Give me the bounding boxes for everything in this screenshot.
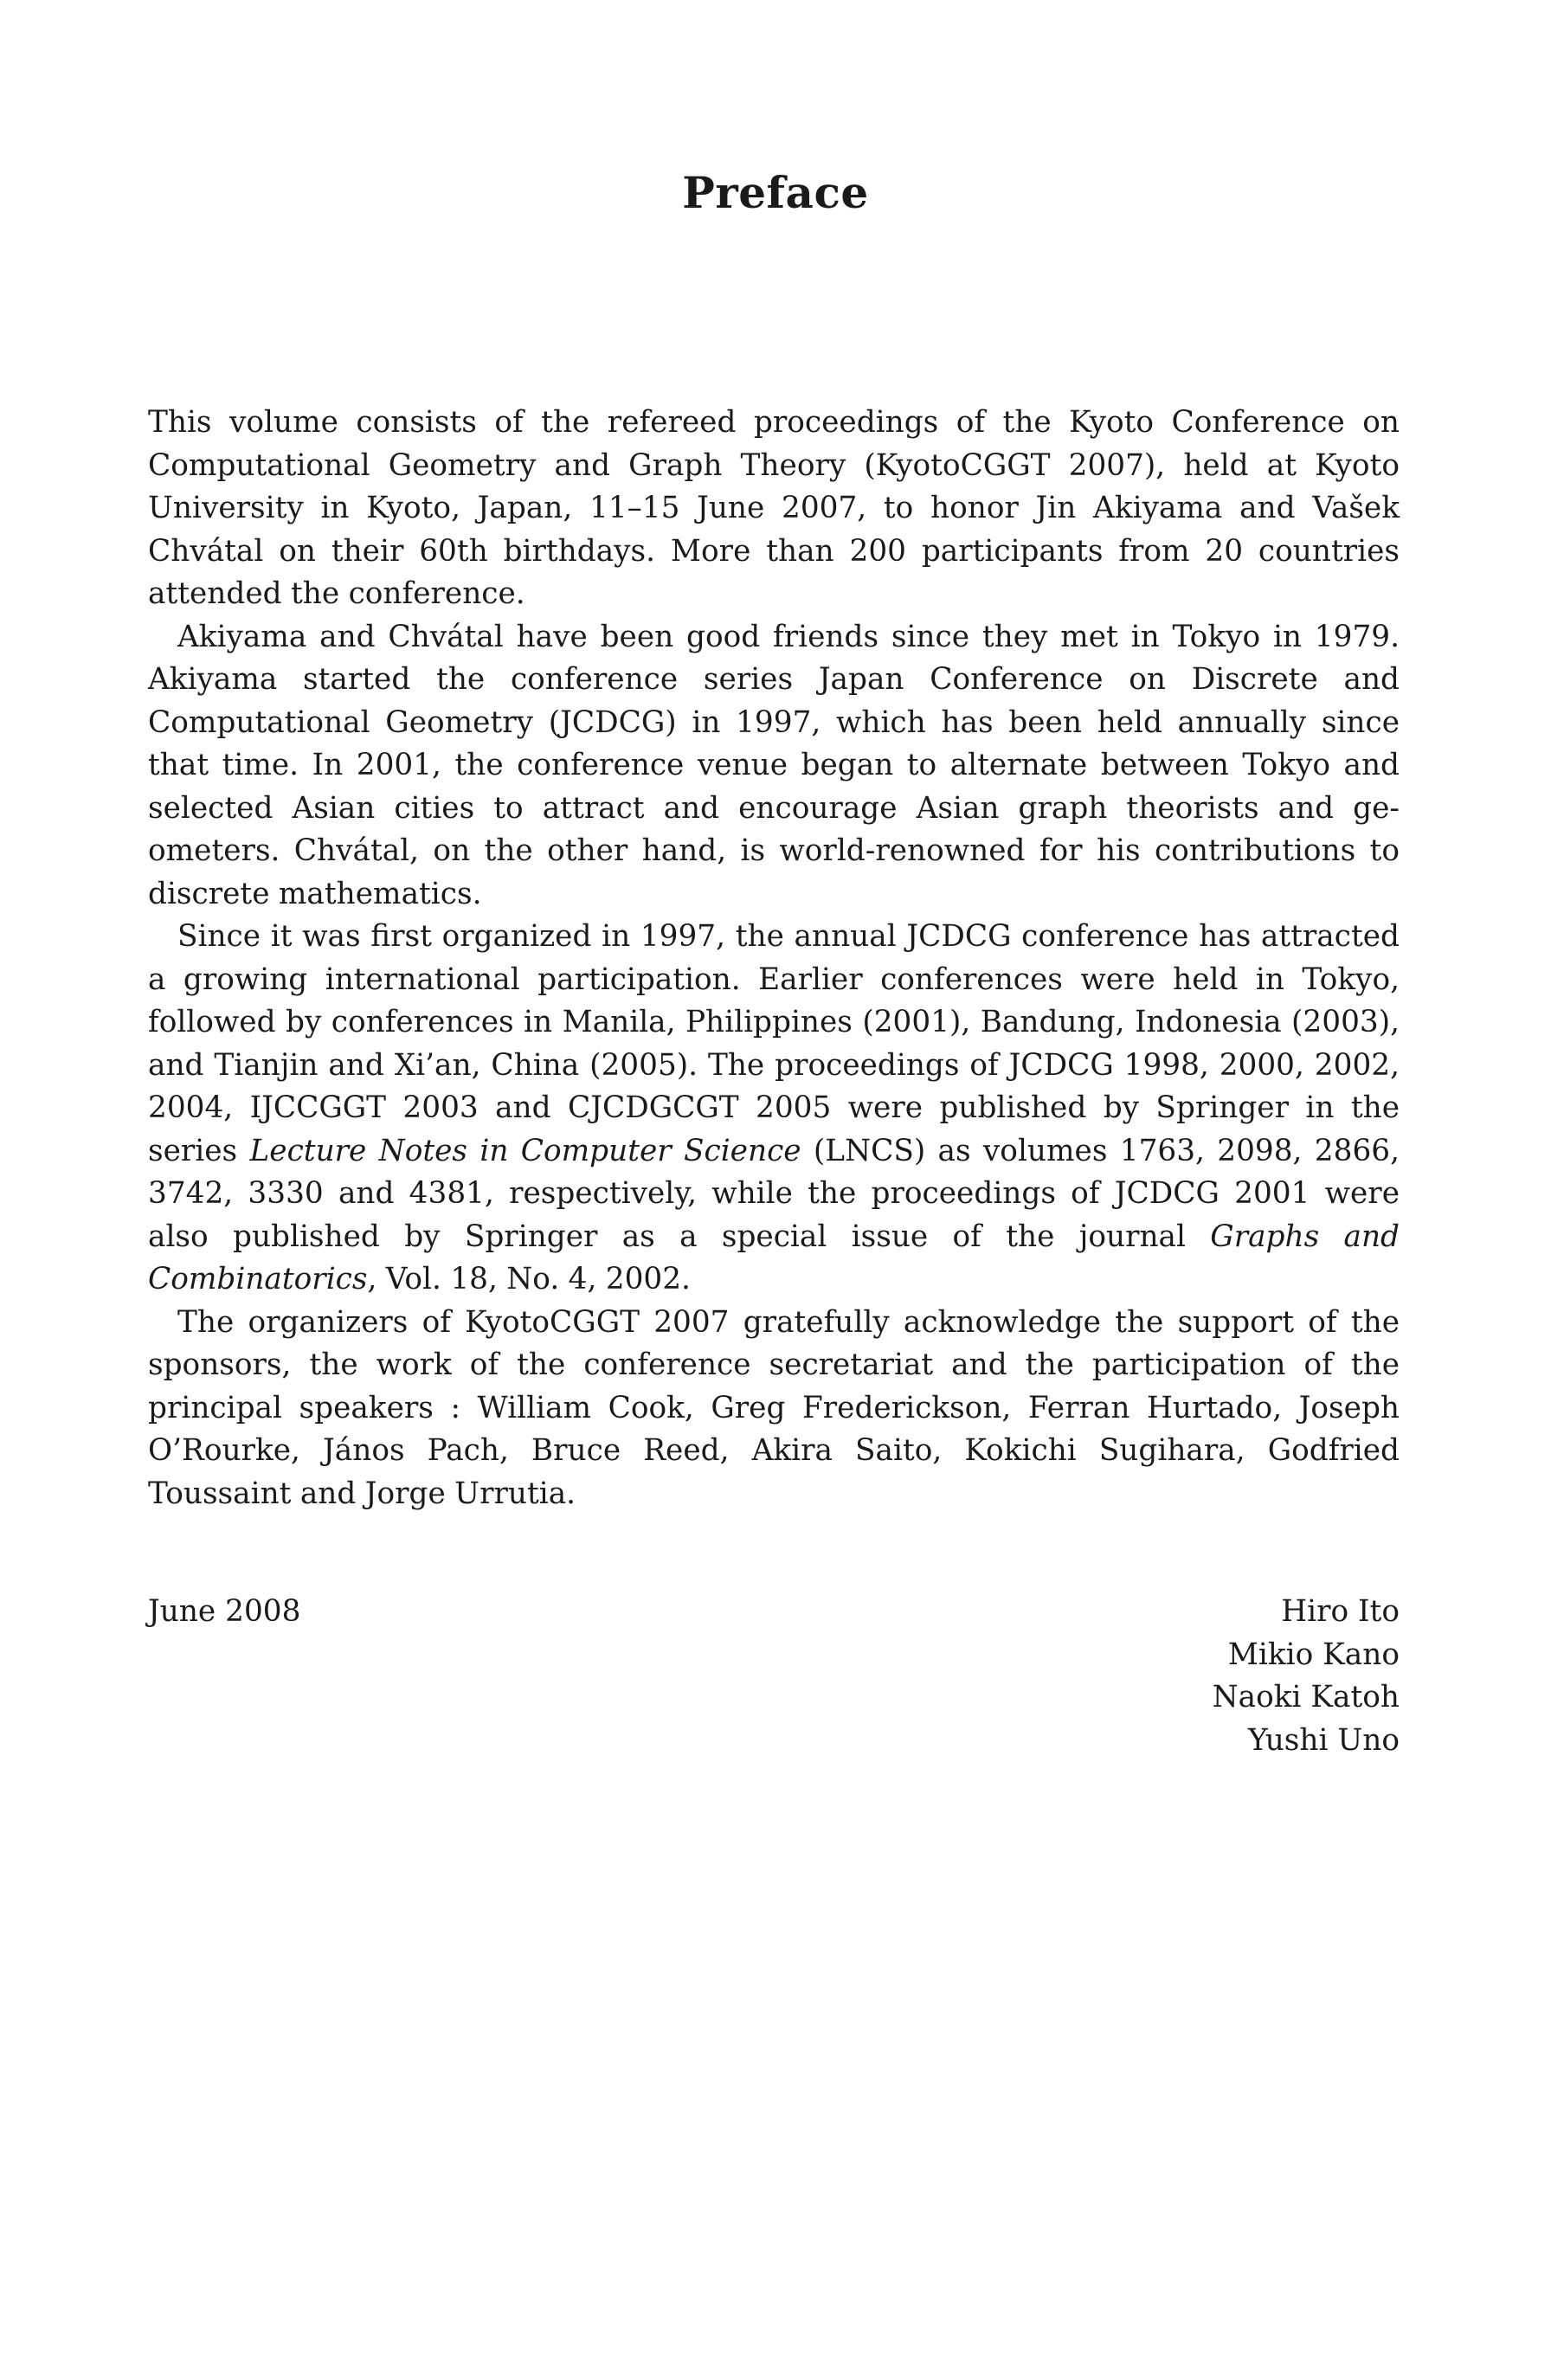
series-title: Lecture Notes in Computer Science bbox=[249, 1133, 801, 1168]
page-title: Preface bbox=[682, 167, 869, 218]
editor-name: Yushi Uno bbox=[1248, 1722, 1400, 1758]
editor-list bbox=[1213, 1591, 1400, 1762]
editor-name: Naoki Katoh bbox=[1212, 1680, 1400, 1714]
editor-name: Mikio Kano bbox=[1227, 1637, 1400, 1672]
paragraph-3-part-2: (LNCS) as volumes 1763, 2098, 2866, 3742, 3330 and 4381, respectively, while the proceedings of JCDCG 2001 were also published by Springer as a special issue of the journal bbox=[148, 1133, 1400, 1254]
preface-body bbox=[148, 402, 1400, 1515]
paragraph-4: The organizers of KyotoCGGT 2007 gratefully acknowledge the support of the sponsors, the work of the conference secretariat and the participation of the principal speakers : William Cook, Greg Frederickson, Ferran Hurtado, Joseph O’Rourke, János Pach, Bruce Reed, Akira Saito, Kokichi Sugihara, Godfried Toussaint and Jorge Urrutia. bbox=[148, 1304, 1400, 1511]
paragraph-3-part-3: , Vol. 18, No. 4, 2002. bbox=[367, 1262, 691, 1296]
preface-date: June 2008 bbox=[148, 1594, 301, 1629]
journal-title: Graphs and Combinatorics bbox=[148, 1219, 1400, 1296]
paragraph-1: This volume consists of the refereed proceedings of the Kyoto Conference on Computational Geometry and Graph Theory (KyotoCGGT 2007), held at Kyoto University in Kyoto, Japan, 11–15 June 2007, to honor Jin Akiyama and Vašek Chvátal on their 60th birthdays. More than 200 participants from 20 countries attended the conference. bbox=[148, 405, 1400, 611]
editor-name: Hiro Ito bbox=[1281, 1594, 1400, 1629]
paragraph-2: Akiyama and Chvátal have been good friends since they met in Tokyo in 1979. Akiyama started the conference series Japan Conference on Discrete and Computational Geometry (JCDCG) in 1997, which has been held annually since that time. In 2001, the conference venue began to alternate between Tokyo and selected Asian cities to attract and encourage Asian graph theorists and geometers. Chvátal, on the other hand, is world-renowned for his contributions to discrete mathematics. bbox=[148, 619, 1400, 911]
paragraph-3 bbox=[148, 916, 1400, 1302]
paragraph-3-part-1: Since it was first organized in 1997, the annual JCDCG conference has attracted a growing international participation. Earlier conferences were held in Tokyo, followed by conferences in Manila, Philippines (2001), Bandung, Indonesia (2003), and Tianjin and Xi’an, China (2005). The proceedings of JCDCG 1998, 2000, 2002, 2004, IJCCGGT 2003 and CJCDGCGT 2005 were published by Springer in the series bbox=[148, 919, 1400, 1168]
